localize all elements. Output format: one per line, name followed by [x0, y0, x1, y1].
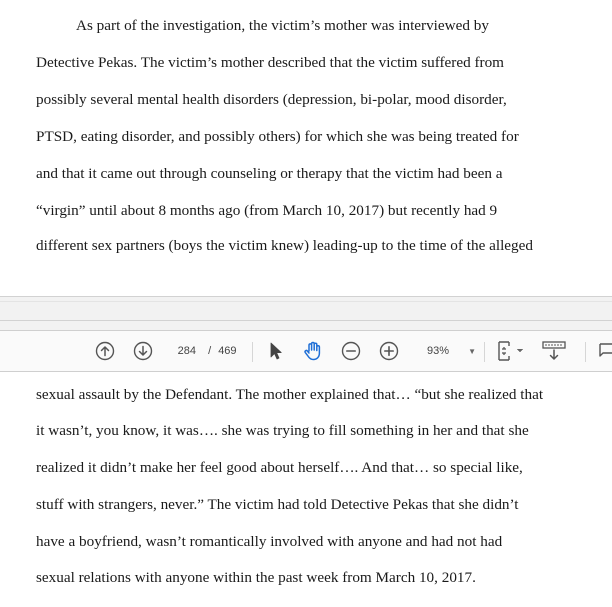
text-line: possibly several mental health disorders (depression, bi-polar, mood disorder, — [36, 91, 507, 108]
cursor-arrow-icon — [268, 341, 284, 361]
select-tool-button[interactable] — [268, 341, 284, 361]
document-page-bottom — [0, 372, 612, 607]
page-separator-slash: / — [208, 345, 212, 357]
text-line: and that it came out through counseling or therapy that the victim had been a — [36, 165, 503, 182]
text-line: stuff with strangers, never.” The victim had told Detective Pekas that she didn’t — [36, 496, 519, 513]
total-pages: 469 — [218, 345, 237, 357]
scroll-mode-button[interactable] — [541, 340, 567, 362]
page-edge-line — [0, 296, 612, 297]
text-line: have a boyfriend, wasn’t romantically involved with anyone and had not had — [36, 533, 503, 550]
arrow-up-circle-icon — [95, 341, 115, 361]
text-line: As part of the investigation, the victim’s mother was interviewed by — [76, 17, 489, 34]
page-edge-line — [0, 320, 612, 321]
zoom-out-button[interactable] — [341, 341, 361, 361]
text-line: realized it didn’t make her feel good about herself…. And that… so special like, — [36, 459, 523, 476]
page-down-button[interactable] — [133, 341, 153, 361]
zoom-level-dropdown[interactable] — [427, 345, 476, 357]
minus-circle-icon — [341, 341, 361, 361]
comment-icon — [598, 341, 612, 361]
text-line: sexual assault by the Defendant. The mother explained that… “but she realized that — [36, 386, 544, 403]
fit-page-icon — [496, 340, 526, 362]
arrow-down-circle-icon — [133, 341, 153, 361]
toolbar-divider — [484, 342, 485, 362]
chevron-down-icon: ▼ — [468, 346, 477, 356]
hand-tool-button[interactable] — [302, 340, 324, 362]
text-line: different sex partners (boys the victim knew) leading-up to the time of the alleged — [36, 237, 533, 254]
text-line: sexual relations with anyone within the past week from March 10, 2017. — [36, 569, 476, 586]
text-line: Detective Pekas. The victim’s mother described that the victim suffered from — [36, 54, 505, 71]
page-number-group — [170, 345, 237, 357]
zoom-in-button[interactable] — [379, 341, 399, 361]
fit-page-button[interactable] — [496, 340, 526, 362]
document-page-top — [0, 0, 612, 296]
text-line: it wasn’t, you know, it was…. she was trying to fill something in her and that she — [36, 422, 529, 439]
text-line: PTSD, eating disorder, and possibly others) for which she was being treated for — [36, 128, 519, 145]
text-line: “virgin” until about 8 months ago (from March 10, 2017) but recently had 9 — [36, 202, 498, 219]
current-page-input[interactable]: 284 — [177, 345, 196, 357]
comment-button[interactable] — [598, 341, 612, 361]
pdf-toolbar — [0, 330, 612, 372]
hand-icon — [302, 340, 324, 362]
toolbar-divider — [252, 342, 253, 362]
scroll-mode-icon — [541, 340, 567, 362]
toolbar-divider — [585, 342, 586, 362]
page-up-button[interactable] — [95, 341, 115, 361]
zoom-level-value: 93% — [427, 345, 450, 357]
plus-circle-icon — [379, 341, 399, 361]
page-separator — [0, 296, 612, 330]
page-edge-line — [0, 301, 612, 302]
